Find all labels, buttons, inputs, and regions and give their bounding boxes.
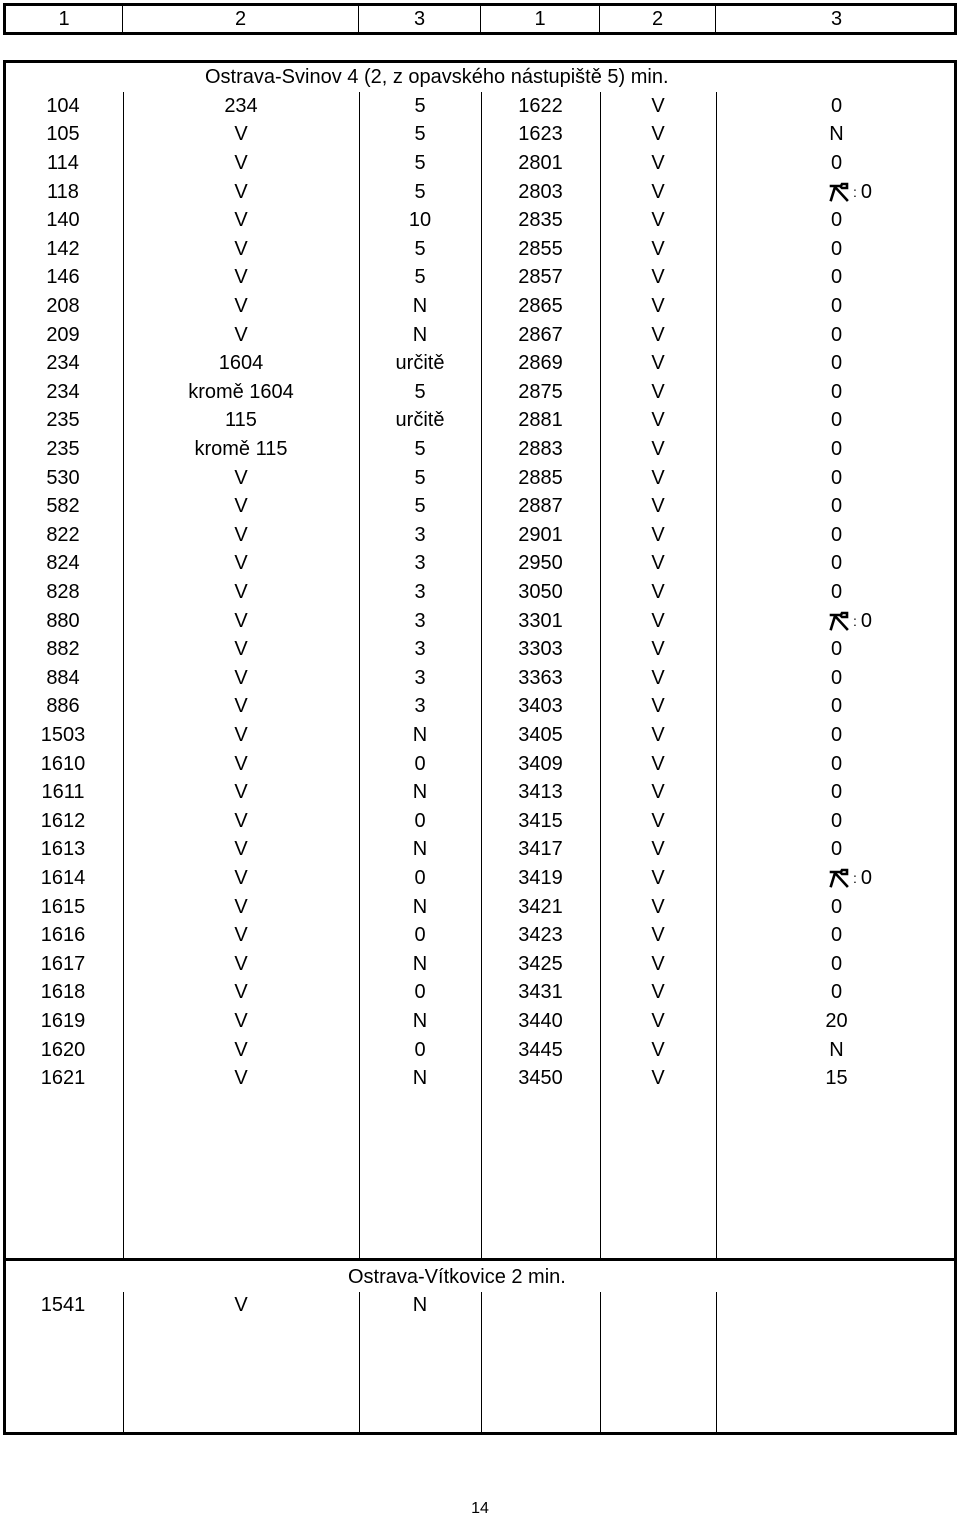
table-row [3,578,957,607]
table-row [3,721,957,750]
table-cell: 3417 [518,838,563,861]
table-cell: V [651,323,665,346]
table-row [3,92,957,121]
table-cell: V [651,266,665,289]
table-cell: V [234,1293,248,1316]
table-cell: N [412,294,428,317]
table-cell: 1618 [40,981,86,1004]
table-cell: 530 [46,466,80,489]
table-cell: 140 [46,209,80,232]
table-cell: 1621 [40,1067,86,1090]
table-cell: V [651,781,665,804]
table-cell: 1623 [518,123,563,146]
table-cell: 0 [414,866,426,889]
table-row [3,893,957,922]
table-row [3,778,957,807]
table-row [3,292,957,321]
table-cell: V [234,495,248,518]
table-cell: 3 [414,609,426,632]
table-cell: 0 [830,552,843,575]
table-cell: 886 [46,695,80,718]
table-cell: 0 [830,838,843,861]
table-cell: 0 [414,981,426,1004]
table-cell: V [651,952,665,975]
table-cell: V [651,723,665,746]
table-cell: 824 [46,552,80,575]
table-row [3,635,957,664]
table-cell: 3 [414,638,426,661]
table-cell: V [651,437,665,460]
table-cell: V [234,180,248,203]
table-cell: 0 [830,924,843,947]
table-cell: 2855 [518,237,563,260]
table-cell: 0 [830,237,843,260]
table-cell: kromě 1604 [188,380,294,403]
table-cell: N [412,1293,428,1316]
table-cell: 114 [47,151,79,174]
table-cell: N [412,723,428,746]
table-cell: V [651,94,665,117]
table-cell: 0 [830,94,843,117]
table-cell: V [651,1038,665,1061]
table-cell: 5 [414,466,426,489]
table-cell: 0 [414,809,426,832]
table-cell: 2865 [518,294,563,317]
table-cell: 880 [46,609,80,632]
table-cell: 0 [414,924,426,947]
table-cell: 1616 [40,924,86,947]
table-row [3,864,957,893]
table-row [3,1036,957,1065]
table-cell: V [234,523,248,546]
table-cell: V [651,924,665,947]
table-cell: V [234,838,248,861]
table-cell: 0 [830,952,843,975]
table-cell: V [651,895,665,918]
table-cell: 235 [46,437,80,460]
table-cell: 2867 [518,323,563,346]
table-cell: 2901 [518,523,563,546]
table-row [3,321,957,350]
table-cell: 235 [46,409,80,432]
table-cell: 3 [414,666,426,689]
table-cell: V [651,1067,665,1090]
table-cell [716,178,957,207]
table-row [3,979,957,1008]
table-cell: V [651,809,665,832]
table-cell: 1611 [41,781,85,804]
table-cell: V [651,237,665,260]
table-cell: 0 [830,809,843,832]
table-row [3,121,957,150]
table-cell: 3405 [518,723,563,746]
table-cell: V [651,866,665,889]
table-row [3,1007,957,1036]
table-cell: V [234,952,248,975]
table-cell: N [412,952,428,975]
table-cell: 0 [830,666,843,689]
table-row [3,178,957,207]
table-cell: 1612 [40,809,86,832]
table-cell: 3419 [518,866,563,889]
table-row [3,1291,957,1320]
table-cell: V [651,209,665,232]
table-cell: 0 [830,752,843,775]
table-cell: 3431 [518,981,563,1004]
table-row [3,492,957,521]
table-cell: V [234,638,248,661]
header-cell: 3 [359,6,481,32]
table-cell: V [234,209,248,232]
table-row [3,521,957,550]
table-cell: V [651,838,665,861]
table-cell: 3403 [518,695,563,718]
table-cell: 3 [414,695,426,718]
table-cell: 2887 [518,495,563,518]
table-cell: 5 [414,437,426,460]
table-cell: 3 [414,523,426,546]
table-cell: 0 [830,580,843,603]
table-cell: 0 [830,781,843,804]
table-cell: 0 [830,437,843,460]
table-row [3,349,957,378]
table-cell [481,1291,600,1320]
header-cell: 1 [481,6,600,32]
table-cell: určitě [395,409,445,432]
table-cell: V [651,151,665,174]
table-cell: 0 [830,323,843,346]
icon-colon: : [852,613,857,630]
table-cell: 3303 [518,638,563,661]
table-cell: V [234,1067,248,1090]
header-cell: 2 [600,6,716,32]
table-cell: V [234,266,248,289]
table-cell: 1613 [40,838,86,861]
table-cell: V [651,352,665,375]
table-cell: 104 [46,94,80,117]
table-cell [716,864,957,893]
table-cell: 234 [46,352,80,375]
table-cell: 5 [414,495,426,518]
cell-value: 0 [860,866,872,889]
table-cell: N [412,323,428,346]
header-cell: 2 [123,6,359,32]
table-cell: V [651,609,665,632]
table-cell: V [234,237,248,260]
table-cell: V [651,523,665,546]
table-cell: N [412,781,428,804]
table-cell: V [651,123,665,146]
table-cell: 5 [414,123,426,146]
table-cell: V [651,695,665,718]
table-cell: 142 [46,237,80,260]
table-cell: 1604 [218,352,264,375]
table-row [3,407,957,436]
table-cell: 1619 [40,1009,86,1032]
table-cell: V [651,294,665,317]
table-cell: 3423 [518,924,563,947]
table-cell: 0 [830,523,843,546]
table-cell: V [234,294,248,317]
table-cell: 0 [414,1038,426,1061]
table-cell: V [234,695,248,718]
table-cell: V [234,323,248,346]
table-cell: 3450 [518,1067,563,1090]
table-cell: V [234,866,248,889]
table-cell: 3415 [518,809,563,832]
table-cell: 0 [830,409,843,432]
table-cell: V [234,466,248,489]
section-title-svinov: Ostrava-Svinov 4 (2, z opavského nástupiště 5) min. [205,66,669,88]
table-cell: 1503 [40,723,86,746]
table-cell: V [651,580,665,603]
table-cell: V [651,466,665,489]
section-title-vitkovice: Ostrava-Vítkovice 2 min. [348,1266,566,1288]
table-cell: N [829,1038,844,1061]
table-cell: V [234,981,248,1004]
header-cell: 1 [6,6,123,32]
table-cell: V [651,552,665,575]
table-cell: V [234,781,248,804]
page-number: 14 [471,1500,489,1517]
table-cell: V [234,723,248,746]
table-cell: určitě [395,352,445,375]
table-cell: 3445 [518,1038,563,1061]
table-cell: 10 [408,209,432,232]
table-cell: 0 [830,209,843,232]
table-cell: 2803 [518,180,563,203]
icon-colon: : [852,184,857,201]
table-cell: V [651,981,665,1004]
table-cell [716,607,957,636]
table-row [3,264,957,293]
table-cell: 2881 [518,409,563,432]
header-cell: 3 [830,7,843,30]
table-cell: 0 [830,981,843,1004]
table-cell: V [234,151,248,174]
table-cell: 3363 [518,666,563,689]
table-cell: 5 [414,180,426,203]
table-cell: 828 [46,580,80,603]
table-cell: 209 [46,323,80,346]
table-cell: 1610 [40,752,86,775]
table-cell: V [651,1009,665,1032]
table-cell [716,1291,957,1320]
table-cell: 3409 [518,752,563,775]
table-cell: 3 [414,580,426,603]
table-cell: 208 [46,294,80,317]
table-row [3,149,957,178]
table-cell: 146 [46,266,80,289]
table-cell [600,1291,716,1320]
table-cell: V [234,924,248,947]
table-cell: 0 [414,752,426,775]
icon-colon: : [852,870,857,887]
table-cell: V [651,180,665,203]
table-row [3,235,957,264]
table-cell: 0 [830,695,843,718]
table-cell: 234 [224,94,258,117]
table-cell: 115 [225,409,257,432]
table-row [3,435,957,464]
table-cell: 234 [46,380,80,403]
table-cell: 0 [830,495,843,518]
table-row [3,378,957,407]
table-row [3,750,957,779]
cell-value: 0 [860,609,872,632]
table-cell: 3421 [518,895,563,918]
table-cell: 3 [414,552,426,575]
table-cell: V [651,638,665,661]
cell-value: 0 [860,180,872,203]
table-cell: 0 [830,466,843,489]
table-cell: 2869 [518,352,563,375]
table-cell: 5 [414,94,426,117]
table-cell: 822 [46,523,80,546]
table-cell: kromě 115 [194,437,288,460]
table-cell: V [234,1009,248,1032]
table-cell: 0 [830,895,843,918]
table-cell: 2857 [518,266,563,289]
table-cell: 15 [825,1067,848,1090]
table-cell: 3440 [518,1009,563,1032]
table-cell: 0 [830,638,843,661]
table-cell: V [234,809,248,832]
table-cell: N [412,895,428,918]
table-cell: N [412,1067,428,1090]
table-row [3,921,957,950]
table-row [3,836,957,865]
table-cell: V [651,380,665,403]
table-row [3,693,957,722]
table-cell: 2885 [518,466,563,489]
table-row [3,807,957,836]
table-cell: 2875 [518,380,563,403]
table-cell: 5 [414,266,426,289]
table-cell: 3050 [518,580,563,603]
table-cell: 3425 [518,952,563,975]
table-cell: 20 [825,1009,848,1032]
table-cell: 2883 [518,437,563,460]
table-cell: 582 [46,495,80,518]
table-cell: V [234,609,248,632]
table-cell: 105 [46,123,80,146]
table-cell: 884 [46,666,80,689]
table-row [3,206,957,235]
table-cell: 2950 [518,552,563,575]
table-cell: 1541 [40,1293,86,1316]
table-cell: N [829,123,844,146]
section-separator [3,1258,957,1261]
table-cell: V [234,752,248,775]
hammer-pick-icon [829,182,851,202]
table-cell: 0 [830,352,843,375]
table-cell: 5 [414,237,426,260]
table-cell: V [651,666,665,689]
table-cell: 1614 [40,866,86,889]
table-cell: V [651,495,665,518]
table-cell: V [234,580,248,603]
table-cell: V [234,895,248,918]
table-cell: 882 [46,638,80,661]
table-cell: V [234,552,248,575]
table-cell: 0 [830,380,843,403]
table-cell: V [234,123,248,146]
table-cell: 1617 [40,952,86,975]
table-row [3,1064,957,1093]
table-row [3,664,957,693]
table-cell: N [412,838,428,861]
header-row [3,3,957,35]
hammer-pick-icon [829,611,851,631]
table-cell: 1622 [518,94,563,117]
hammer-pick-icon [829,868,851,888]
table-row [3,464,957,493]
table-cell: 3413 [518,781,563,804]
table-cell: 3301 [518,609,563,632]
table-cell: V [651,409,665,432]
table-row [3,607,957,636]
table-cell: 0 [830,266,843,289]
table-row [3,950,957,979]
table-cell: N [412,1009,428,1032]
table-cell: 1620 [40,1038,86,1061]
table-cell: 2801 [518,151,563,174]
table-cell: 0 [830,151,843,174]
table-cell: 0 [830,294,843,317]
table-cell: V [651,752,665,775]
table-row [3,550,957,579]
table-cell: 1615 [40,895,86,918]
table-cell: 0 [830,723,843,746]
table-cell: 2835 [518,209,563,232]
table-cell: 5 [414,380,426,403]
table-cell: 118 [47,180,79,203]
table-cell: 5 [414,151,426,174]
table-cell: V [234,666,248,689]
table-cell: V [234,1038,248,1061]
